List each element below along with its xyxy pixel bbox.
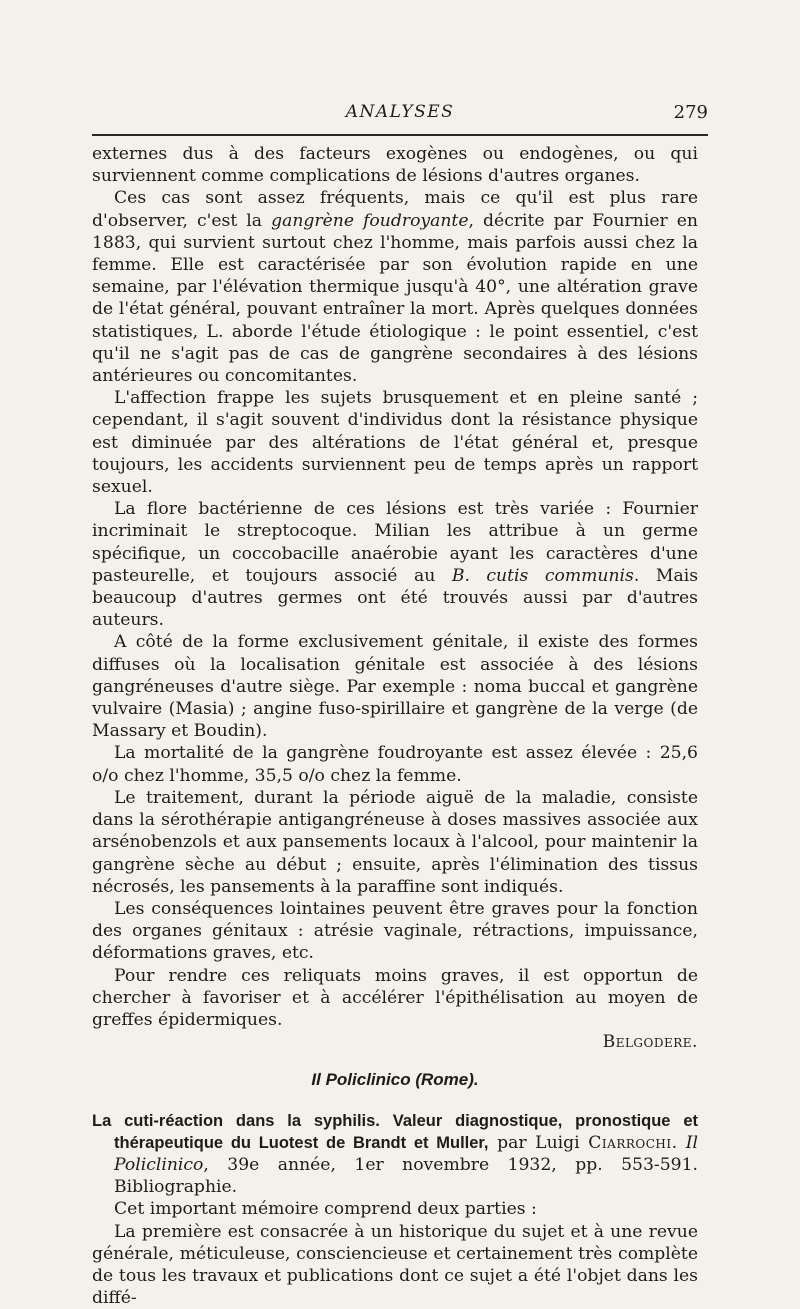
section-title: Il Policlinico (Rome). — [311, 1070, 479, 1090]
page-header — [92, 98, 708, 128]
main-text — [92, 143, 698, 1309]
text-run: Ces cas sont assez fréquents, mais ce qu'il est plus rare d'observer, c'est la — [92, 188, 698, 231]
paragraph — [92, 498, 698, 631]
emphasis: B. cutis communis — [451, 565, 634, 586]
paragraph: externes dus à des facteurs exogènes ou endogènes, ou qui surviennent comme complications de lésions d'autres organes. — [92, 144, 698, 187]
page-number: 279 — [673, 102, 708, 123]
journal-name: Il Policlinico — [114, 1132, 698, 1175]
text-run: . Mais beaucoup d'autres germes ont été trouvés aussi par d'autres auteurs. — [92, 565, 699, 631]
paragraph: La première est consacrée à un historique du sujet et à une revue générale, méticuleuse, consciencieuse et certainement très complète de tous les travaux et publications dont ce sujet a été l'objet dans les diffé- — [92, 1221, 698, 1309]
signature: Belgodere. — [602, 1032, 698, 1053]
author-name: Ciarrochi — [588, 1132, 672, 1153]
running-head: ANALYSES — [345, 102, 455, 122]
paragraph — [92, 187, 698, 387]
paragraph: Les conséquences lointaines peuvent être graves pour la fonction des organes génitaux : atrésie vaginale, rétractions, impuissance, déformations graves, etc. — [92, 898, 698, 964]
emphasis: gangrène foudroyante — [271, 210, 469, 231]
paragraph: L'affection frappe les sujets brusquement et en pleine santé ; cependant, il s'agit souvent d'individus dont la résistance physique est diminuée par des altérations de l'état général et, presque toujours, les accidents surviennent peu de temps après un rapport sexuel. — [92, 388, 698, 498]
paragraph: Le traitement, durant la période aiguë de la maladie, consiste dans la sérothérapie antigangréneuse à doses massives associée aux arsénobenzols et aux pansements locaux à l'alcool, pour maintenir la gangrène sèche au début ; ensuite, après l'élimination des tissus nécrosés, les pansements à la paraffine sont indiqués. — [92, 787, 698, 897]
paragraph: La mortalité de la gangrène foudroyante est assez élevée : 25,6 o/o chez l'homme, 35,5 o/o chez la femme. — [92, 743, 698, 786]
citation: , 39e année, 1er novembre 1932, pp. 553-591. Bibliographie. — [114, 1154, 698, 1198]
text-run: . — [671, 1132, 686, 1153]
text-run: par Luigi — [488, 1132, 589, 1153]
article-title: La cuti-réaction dans la syphilis. Valeur diagnostique, pronostique et thérapeutique du Luotest de Brandt et Muller, — [92, 1111, 698, 1152]
paragraph: Pour rendre ces reliquats moins graves, il est opportun de chercher à favoriser et à accélérer l'épithélisation au moyen de greffes épidermiques. — [92, 965, 698, 1030]
text-run: , décrite par Fournier en 1883, qui survient surtout chez l'homme, mais parfois aussi chez la femme. Elle est caractérisée par son évolution rapide en une semaine, par l'élévation thermique jusqu'à 40°, une altération grave de l'état général, pouvant entraîner la mort. Après quelques données statistiques, L. aborde l'étude étiologique : le point essentiel, c'est qu'il ne s'agit pas de cas de gangrène secondaires à des lésions antérieures ou concomitantes. — [92, 210, 698, 387]
article-heading — [92, 1110, 698, 1199]
header-rule — [92, 134, 708, 136]
paragraph: Cet important mémoire comprend deux parties : — [114, 1199, 537, 1220]
paragraph: A côté de la forme exclusivement génitale, il existe des formes diffuses où la localisation génitale est associée à des lésions gangréneuses d'autre siège. Par exemple : noma buccal et gangrène vulvaire (Masia) ; angine fuso-spirillaire et gangrène de la verge (de Massary et Boudin). — [92, 632, 698, 742]
text-run: La flore bactérienne de ces lésions est très variée : Fournier incriminait le streptocoque. Milian les attribue à un germe spécifique, un coccobacille anaérobie ayant les caractères d'une pasteurelle, et toujours associé au — [92, 499, 698, 586]
signature-line — [92, 1031, 698, 1053]
